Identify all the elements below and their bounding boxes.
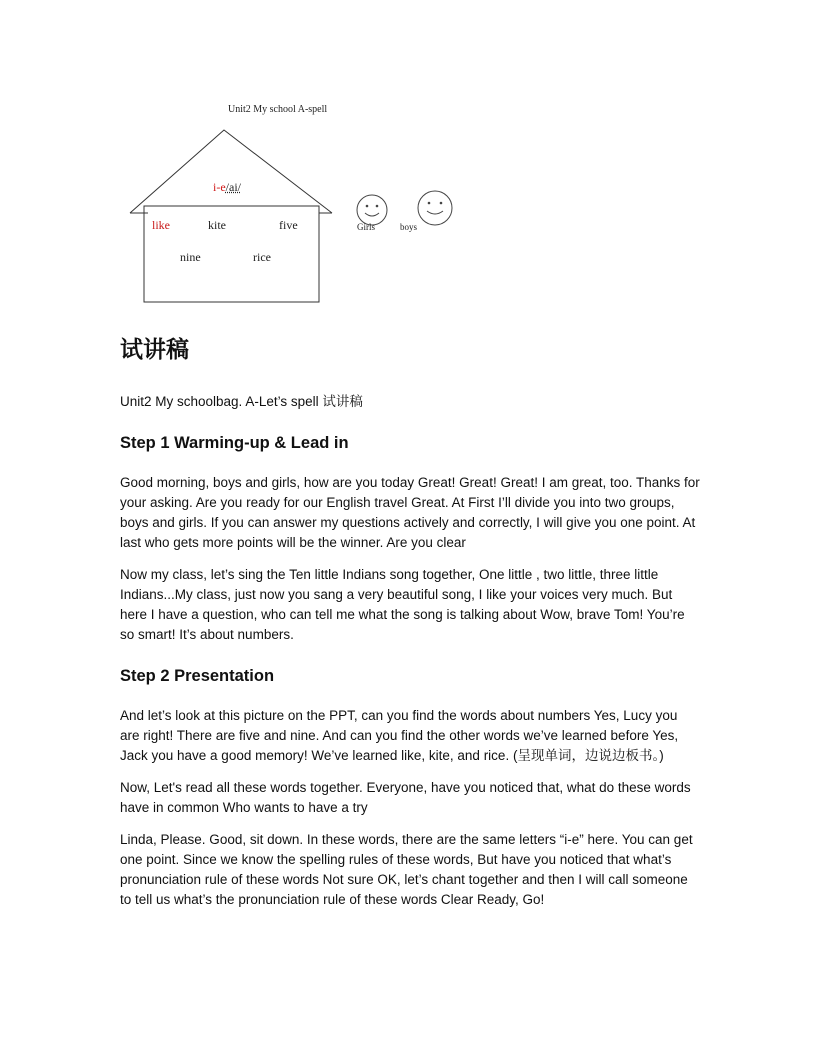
spelling-rule (213, 180, 241, 195)
rule-phonetic: /ai/ (225, 180, 241, 194)
document-title: 试讲稿 (120, 337, 189, 363)
word-kite: kite (208, 218, 226, 232)
paragraph: Good morning, boys and girls, how are you today Great! Great! Great! I am great, too. Thanks for your asking. Are you ready for our English travel Great. At First I’ll divide you into two groups, boys and girls. If you can answer my questions actively and correctly, I will give you one point. At last who gets more points will be the winner. Are you clear (120, 475, 700, 550)
word-five: five (279, 218, 298, 232)
document-subtitle: Unit2 My schoolbag. A-Let’s spell 试讲稿 (120, 394, 363, 409)
step1-heading: Step 1 Warming-up & Lead in (120, 434, 349, 452)
diagram-title: Unit2 My school A-spell (228, 104, 328, 115)
boys-label: boys (400, 222, 418, 232)
rule-letters: i-e (213, 180, 226, 194)
document-body (120, 330, 700, 910)
paragraph: Now, Let's read all these words together. Everyone, have you noticed that, what do these words have in common Who wants to have a try (120, 780, 691, 815)
word-rice: rice (253, 250, 271, 264)
paragraph: And let’s look at this picture on the PPT, can you find the words about numbers Yes, Lucy you are right! There are five and nine. And can you find the other words we’ve learned before Yes, Jack you have a good memory! We’ve learned like, kite, and rice. (呈现单词，边说边板书。) (120, 708, 679, 763)
paragraph: Now my class, let’s sing the Ten little Indians song together, One little , two little, three little Indians...My class, just now you sang a very beautiful song, I like your voices very much. But here I have a question, who can tell me what the song is talking about Wow, brave Tom! You’re so smart! It’s about numbers. (120, 567, 685, 642)
boys-smiley-icon (418, 191, 452, 225)
house-drawing (120, 96, 480, 311)
girls-label: Girls (357, 222, 375, 232)
word-nine: nine (180, 250, 201, 264)
spelling-house-diagram (120, 96, 480, 311)
house-roof (130, 130, 332, 213)
word-like: like (152, 218, 171, 232)
girls-smiley-icon (357, 195, 387, 225)
step2-heading: Step 2 Presentation (120, 667, 275, 685)
paragraph: Linda, Please. Good, sit down. In these words, there are the same letters “i-e” here. You can get one point. Since we know the spelling rules of these words, But have you noticed that what’s pronunciation rule of these words Not sure OK, let’s chant together and then I will call someone to tell us what’s the pronunciation rule of these words Clear Ready, Go! (120, 832, 693, 907)
